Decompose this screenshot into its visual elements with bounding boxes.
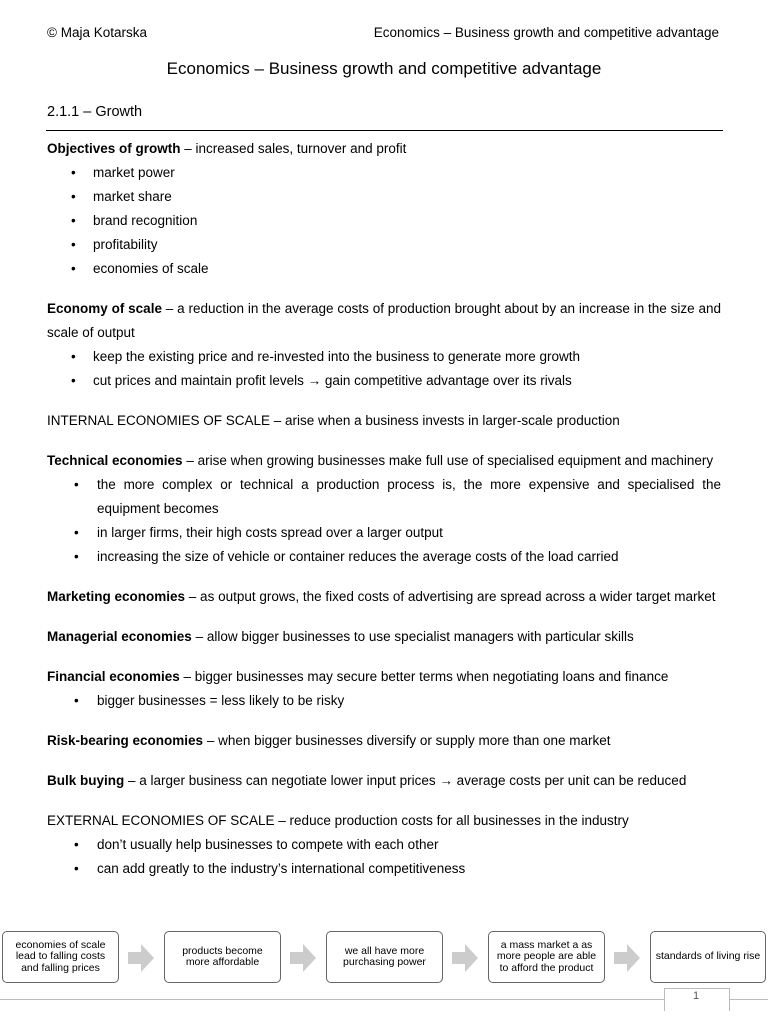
external-list (47, 833, 721, 881)
marketing-definition: – as output grows, the fixed costs of advertising are spread across a wider target market (185, 589, 716, 604)
list-item: • in larger firms, their high costs spread over a larger output (47, 521, 721, 545)
technical-list (47, 473, 721, 569)
list-item: • bigger businesses = less likely to be risky (47, 689, 721, 713)
managerial-definition: – allow bigger businesses to use specialist managers with particular skills (191, 629, 634, 644)
objectives-definition: – increased sales, turnover and profit (180, 141, 407, 156)
list-item: • can add greatly to the industry’s international competitiveness (47, 857, 721, 881)
list-item: • don’t usually help businesses to compete with each other (47, 833, 721, 857)
financial-paragraph (47, 665, 721, 689)
right-arrow-icon (614, 944, 640, 972)
objectives-list (47, 161, 721, 281)
technical-term: Technical economies (47, 453, 183, 468)
flow-box-1: economies of scale lead to falling costs and falling prices (2, 931, 119, 983)
page-number: 1 (692, 990, 700, 1002)
internal-economies-heading: INTERNAL ECONOMIES OF SCALE – arise when a business invests in larger-scale production (47, 413, 620, 428)
footer-rule (0, 999, 768, 1000)
economy-of-scale-paragraph (47, 297, 721, 345)
section-heading: 2.1.1 – Growth (47, 104, 143, 120)
risk-paragraph (47, 729, 721, 753)
financial-list (47, 689, 721, 713)
list-item: • brand recognition (47, 209, 721, 233)
flow-box-3: we all have more purchasing power (326, 931, 443, 983)
header-running-title: Economics – Business growth and competitive advantage (373, 25, 719, 40)
list-item: • profitability (47, 233, 721, 257)
managerial-paragraph (47, 625, 721, 649)
list-item: • cut prices and maintain profit levels → gain competitive advantage over its rivals (47, 369, 721, 393)
list-item: • economies of scale (47, 257, 721, 281)
list-item: • the more complex or technical a production process is, the more expensive and specialised the equipment becomes (47, 473, 721, 521)
document-title: Economics – Business growth and competitive advantage (166, 59, 602, 78)
technical-paragraph (47, 449, 721, 473)
marketing-paragraph (47, 585, 721, 609)
managerial-term: Managerial economies (47, 629, 192, 644)
economy-of-scale-definition: – a reduction in the average costs of production brought about by an increase in the size and scale of output (47, 301, 721, 340)
economy-of-scale-term: Economy of scale (47, 301, 162, 316)
flow-box-2: products become more affordable (164, 931, 281, 983)
bulk-term: Bulk buying (47, 773, 125, 788)
bulk-definition: – a larger business can negotiate lower input prices → average costs per unit can be reduced (124, 773, 687, 788)
objectives-paragraph (47, 137, 721, 161)
risk-term: Risk-bearing economies (47, 733, 204, 748)
header-author: © Maja Kotarska (47, 25, 147, 40)
marketing-term: Marketing economies (47, 589, 186, 604)
objectives-term: Objectives of growth (47, 141, 181, 156)
financial-definition: – bigger businesses may secure better terms when negotiating loans and finance (179, 669, 669, 684)
flow-box-4: a mass market a as more people are able to afford the product (488, 931, 605, 983)
right-arrow-icon (452, 944, 478, 972)
right-arrow-icon (290, 944, 316, 972)
list-item: • keep the existing price and re-invested into the business to generate more growth (47, 345, 721, 369)
bulk-paragraph (47, 769, 721, 793)
list-item: • market power (47, 161, 721, 185)
financial-term: Financial economies (47, 669, 180, 684)
external-economies-heading: EXTERNAL ECONOMIES OF SCALE – reduce production costs for all businesses in the industry (47, 813, 629, 828)
technical-definition: – arise when growing businesses make full use of specialised equipment and machinery (182, 453, 714, 468)
list-item: • increasing the size of vehicle or container reduces the average costs of the load carried (47, 545, 721, 569)
list-item: • market share (47, 185, 721, 209)
document-body (47, 137, 721, 881)
flow-diagram (0, 931, 768, 987)
flow-box-5: standards of living rise (650, 931, 766, 983)
section-rule (46, 130, 723, 131)
risk-definition: – when bigger businesses diversify or supply more than one market (203, 733, 611, 748)
right-arrow-icon (128, 944, 154, 972)
economy-of-scale-list (47, 345, 721, 393)
